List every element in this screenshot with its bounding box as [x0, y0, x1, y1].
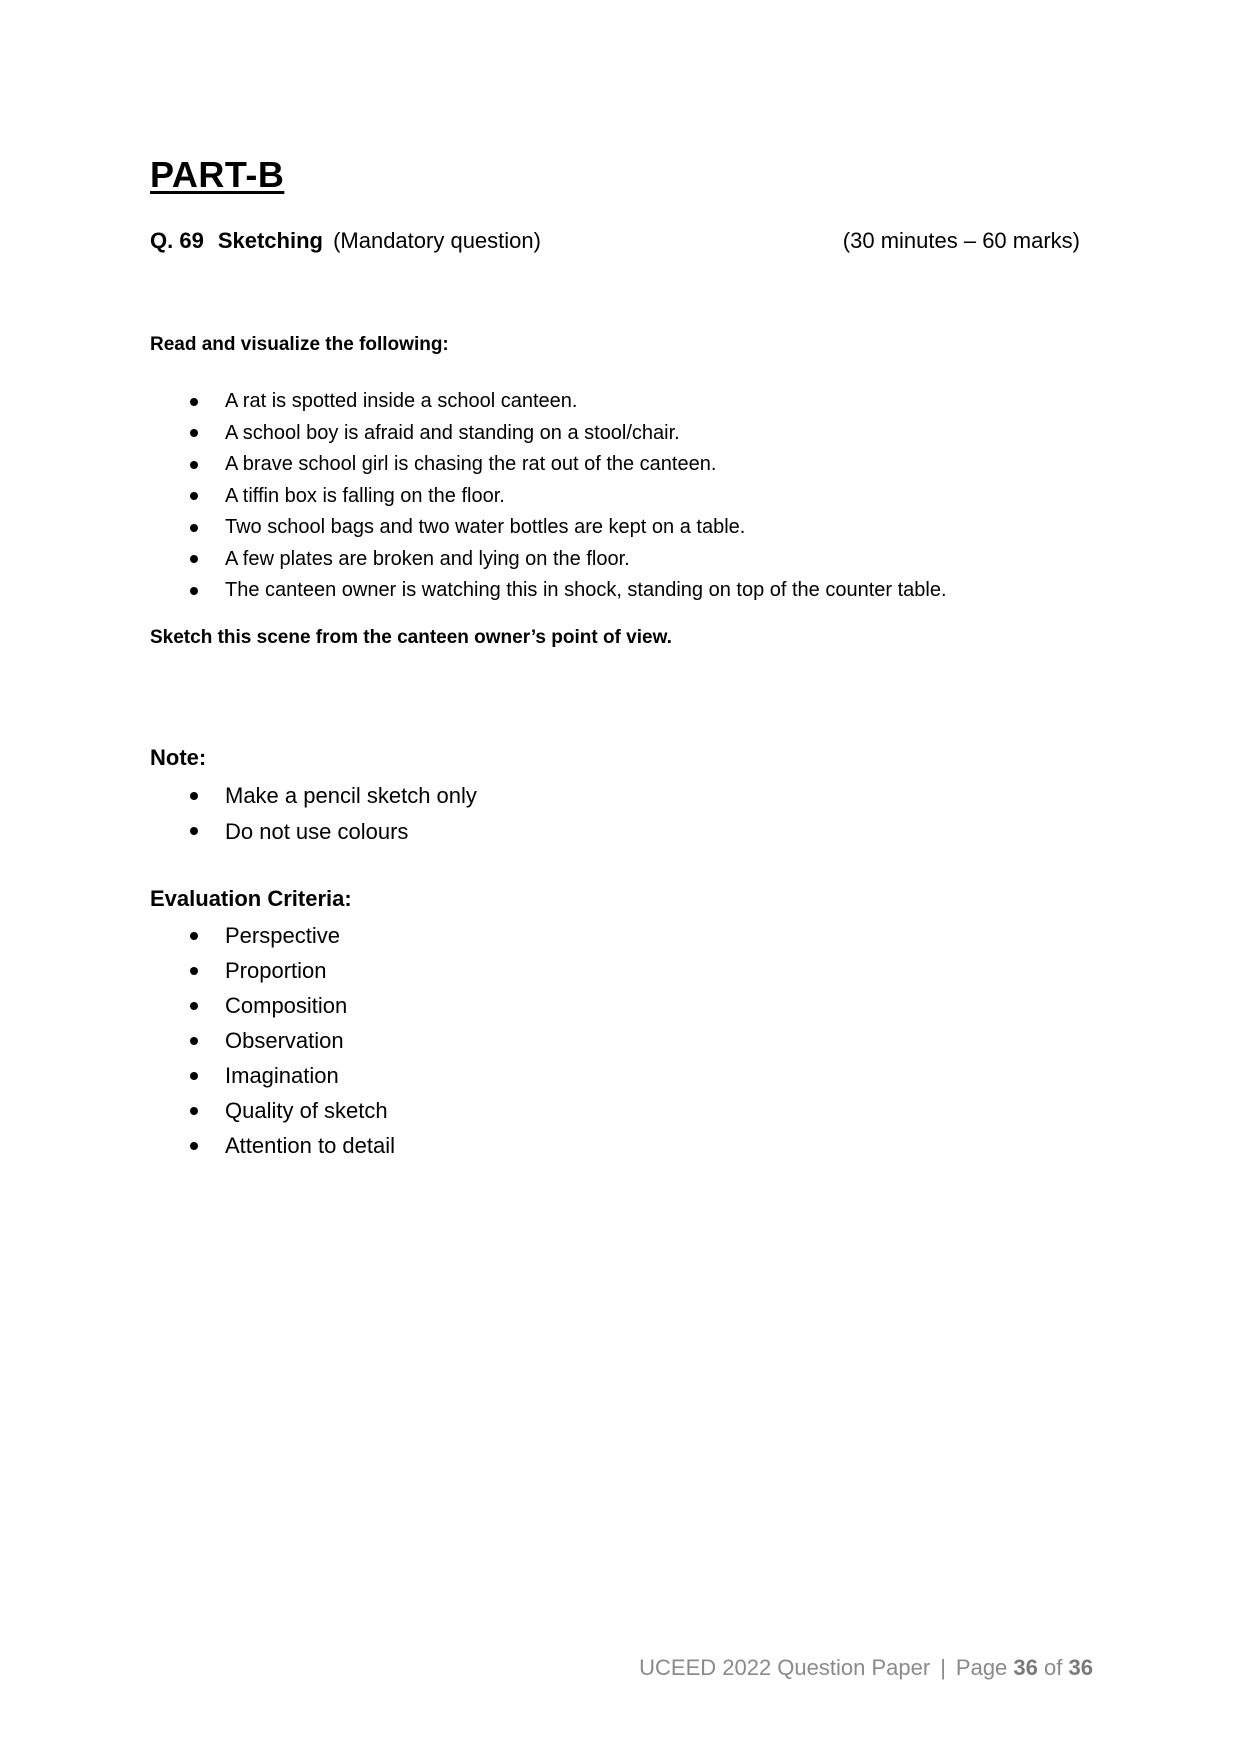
footer-page-current: 36	[1013, 1655, 1038, 1680]
question-header	[150, 228, 1080, 254]
list-item	[150, 953, 395, 988]
list-item	[150, 544, 947, 576]
criteria-item-text: Imagination	[225, 1063, 339, 1088]
bullet-icon	[190, 1142, 198, 1150]
note-item-text: Do not use colours	[225, 818, 409, 844]
criteria-item-text: Observation	[225, 1028, 344, 1053]
criteria-item-text: Quality of sketch	[225, 1098, 388, 1123]
criteria-item-text: Proportion	[225, 958, 327, 983]
list-item	[150, 575, 947, 607]
bullet-icon	[190, 792, 198, 800]
evaluation-criteria-list	[150, 918, 395, 1163]
page-footer	[639, 1655, 1093, 1681]
scene-item-text: A brave school girl is chasing the rat out of the canteen.	[225, 453, 717, 475]
list-item	[150, 512, 947, 544]
bullet-icon	[190, 524, 198, 532]
list-item	[150, 449, 947, 481]
bullet-icon	[190, 492, 198, 500]
list-item	[150, 1093, 395, 1128]
part-title: PART-B	[150, 154, 285, 195]
bullet-icon	[190, 1072, 198, 1080]
bullet-icon	[190, 1002, 198, 1010]
footer-page-label: Page	[955, 1655, 1008, 1680]
list-item	[150, 481, 947, 513]
list-item	[150, 418, 947, 450]
list-item	[150, 988, 395, 1023]
list-item	[150, 1128, 395, 1163]
bullet-icon	[190, 827, 198, 835]
criteria-item-text: Attention to detail	[225, 1133, 396, 1158]
bullet-icon	[190, 587, 198, 595]
list-item	[150, 1023, 395, 1058]
note-item-text: Make a pencil sketch only	[225, 783, 477, 808]
footer-of-label: of	[1044, 1655, 1063, 1680]
scene-item-text: The canteen owner is watching this in shock, standing on top of the counter table.	[225, 579, 947, 601]
footer-paper-title: UCEED 2022 Question Paper	[639, 1655, 931, 1680]
evaluation-heading: Evaluation Criteria:	[150, 886, 352, 911]
bullet-icon	[190, 555, 198, 563]
question-number: Q. 69	[150, 228, 204, 253]
note-heading: Note:	[150, 745, 207, 770]
footer-separator: |	[940, 1655, 946, 1680]
read-visualize-heading: Read and visualize the following:	[150, 334, 449, 355]
criteria-item-text: Composition	[225, 993, 348, 1018]
scene-item-text: A rat is spotted inside a school canteen.	[225, 390, 578, 412]
footer-page-total: 36	[1068, 1655, 1093, 1680]
question-mandatory-note: (Mandatory question)	[333, 228, 541, 253]
sketch-instruction: Sketch this scene from the canteen owner’s point of view.	[150, 627, 672, 648]
question-time-marks: (30 minutes – 60 marks)	[842, 228, 1080, 253]
bullet-icon	[190, 429, 198, 437]
bullet-icon	[190, 398, 198, 406]
list-item	[150, 1058, 395, 1093]
criteria-item-text: Perspective	[225, 923, 340, 948]
scene-item-text: A tiffin box is falling on the floor.	[225, 484, 505, 507]
question-topic: Sketching	[217, 228, 323, 253]
scene-item-text: Two school bags and two water bottles are kept on a table.	[225, 516, 746, 538]
list-item	[150, 386, 947, 418]
bullet-icon	[190, 932, 198, 940]
scene-item-text: A school boy is afraid and standing on a stool/chair.	[225, 421, 680, 444]
list-item	[150, 918, 395, 953]
bullet-icon	[190, 967, 198, 975]
bullet-icon	[190, 461, 198, 469]
bullet-icon	[190, 1037, 198, 1045]
list-item	[150, 814, 477, 850]
list-item	[150, 778, 477, 814]
bullet-icon	[190, 1107, 198, 1115]
scene-item-text: A few plates are broken and lying on the floor.	[225, 547, 630, 570]
note-list	[150, 778, 477, 849]
scene-description-list	[150, 386, 947, 607]
